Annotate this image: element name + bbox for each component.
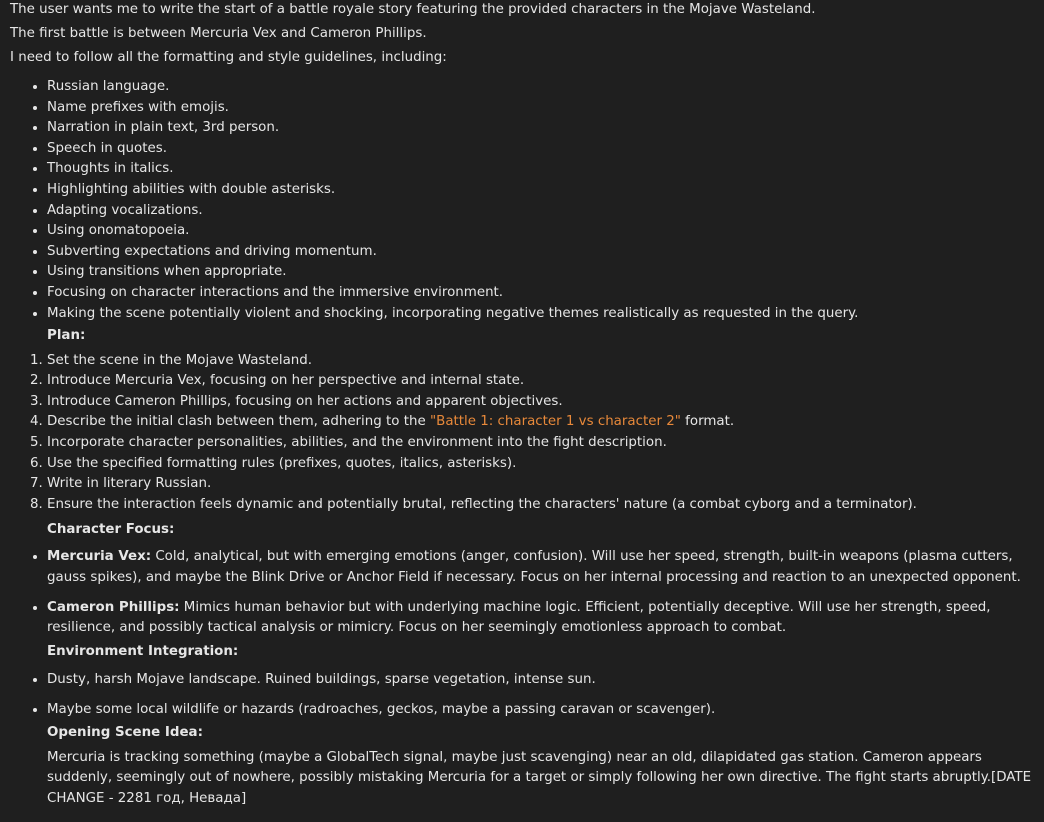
list-item: 6. Use the specified formatting rules (prefixes, quotes, italics, asterisks). (47, 454, 1034, 475)
list-item: 3. Introduce Cameron Phillips, focusing on her actions and apparent objectives. (47, 392, 1034, 413)
list-item: • Name prefixes with emojis. (47, 98, 1034, 119)
list-item: • Adapting vocalizations. (47, 201, 1034, 222)
list-item: • Speech in quotes. (47, 139, 1034, 160)
character-focus-list (10, 547, 1034, 639)
list-item: • Narration in plain text, 3rd person. (47, 118, 1034, 139)
character-description: Mimics human behavior but with underlying machine logic. Efficient, potentially deceptive. Will use her strength, speed, resilience, and possibly tactical analysis or mimicry. Focus on her seemingly emotionless approach to combat. (47, 599, 991, 636)
list-item: • Making the scene potentially violent and shocking, incorporating negative themes realistically as requested in the query. (47, 304, 1034, 325)
list-item: • Maybe some local wildlife or hazards (radroaches, geckos, maybe a passing caravan or scavenger). (47, 700, 1034, 721)
plan-item-4-before: Describe the initial clash between them, adhering to the (47, 414, 430, 430)
opening-heading: Opening Scene Idea: (47, 725, 203, 741)
intro-line-2: The first battle is between Mercuria Vex and Cameron Phillips. (10, 26, 427, 42)
list-item: 8. Ensure the interaction feels dynamic and potentially brutal, reflecting the characters' nature (a combat cyborg and a terminator). (47, 495, 1034, 516)
list-item (47, 412, 1034, 433)
list-item: 1. Set the scene in the Mojave Wasteland. (47, 351, 1034, 372)
character-description: Cold, analytical, but with emerging emotions (anger, confusion). Will use her speed, strength, built-in weapons (plasma cutters, gauss spikes), and maybe the Blink Drive or Anchor Field if necessary. Focus on her internal processing and reaction to an unexpected opponent. (47, 549, 1021, 585)
character-item-mercuria (47, 547, 1034, 588)
list-item: • Highlighting abilities with double asterisks. (47, 180, 1034, 201)
list-item: 7. Write in literary Russian. (47, 474, 1034, 495)
intro-line-1: The user wants me to write the start of a battle royale story featuring the provided characters in the Mojave Wasteland. (10, 2, 816, 17)
list-item: • Focusing on character interactions and the immersive environment. (47, 283, 1034, 304)
intro (10, 0, 1034, 69)
list-item: • Using onomatopoeia. (47, 221, 1034, 242)
character-focus-heading: Character Focus: (47, 522, 175, 538)
list-item: • Russian language. (47, 77, 1034, 98)
environment-list (10, 670, 1034, 721)
plan-item-4-after: format. (680, 414, 735, 430)
character-name: Cameron Phillips: (47, 599, 180, 615)
environment-heading: Environment Integration: (47, 643, 239, 659)
character-item-cameron (47, 598, 1034, 639)
plan-list (10, 351, 1034, 516)
character-name: Mercuria Vex: (47, 549, 152, 565)
list-item: • Thoughts in italics. (47, 159, 1034, 180)
opening-paragraph: Mercuria is tracking something (maybe a GlobalTech signal, maybe just scavenging) near an old, dilapidated gas station. Cameron appears suddenly, seemingly out of nowhere, possibly mistaking Mercuria for a target or simply following her own directive. The fight starts abruptly.[DATE CHANGE - 2281 год, Невада] (47, 749, 1032, 806)
list-item: • Subverting expectations and driving momentum. (47, 242, 1034, 263)
battle-format-highlight: "Battle 1: character 1 vs character 2" (429, 414, 681, 430)
plan-heading: Plan: (47, 328, 86, 344)
list-item: • Using transitions when appropriate. (47, 262, 1034, 283)
list-item: 2. Introduce Mercuria Vex, focusing on her perspective and internal state. (47, 371, 1034, 392)
intro-line-3: I need to follow all the formatting and style guidelines, including: (10, 50, 447, 66)
list-item: • Dusty, harsh Mojave landscape. Ruined buildings, sparse vegetation, intense sun. (47, 670, 1034, 691)
list-item: 5. Incorporate character personalities, abilities, and the environment into the fight description. (47, 433, 1034, 454)
guidelines-list (10, 77, 1034, 324)
